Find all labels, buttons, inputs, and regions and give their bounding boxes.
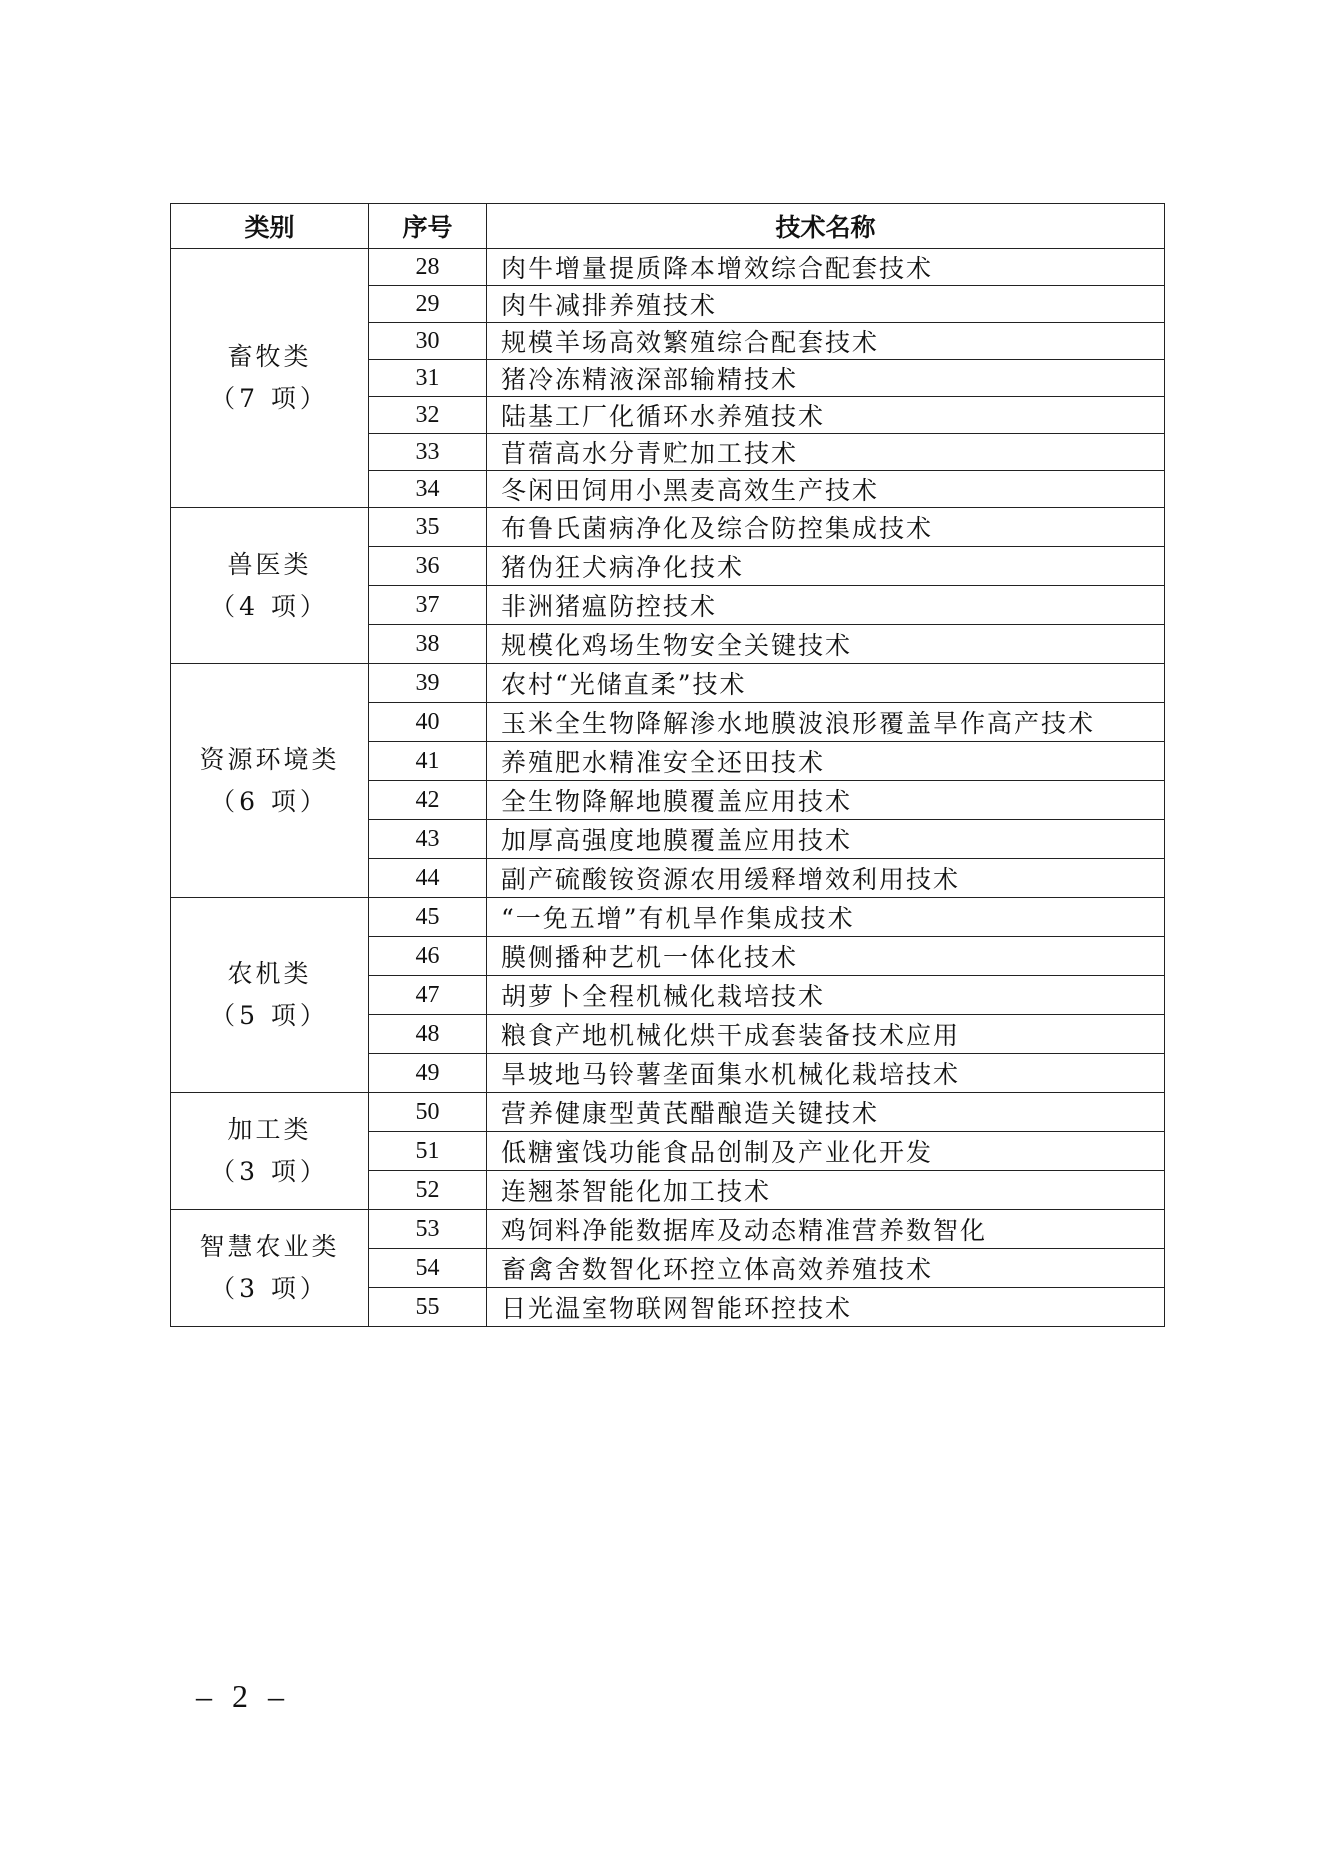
row-number: 50 xyxy=(369,1093,487,1132)
category-cell xyxy=(171,508,369,664)
row-number: 46 xyxy=(369,937,487,976)
table-row xyxy=(171,1093,1165,1132)
category-name: 畜牧类 xyxy=(227,342,312,371)
row-number: 35 xyxy=(369,508,487,547)
table-row xyxy=(171,508,1165,547)
row-number: 54 xyxy=(369,1249,487,1288)
technology-table xyxy=(170,203,1165,1327)
technology-name: 全生物降解地膜覆盖应用技术 xyxy=(487,781,1165,820)
row-number: 39 xyxy=(369,664,487,703)
row-number: 51 xyxy=(369,1132,487,1171)
row-number: 32 xyxy=(369,397,487,434)
row-number: 55 xyxy=(369,1288,487,1327)
category-name: 资源环境类 xyxy=(199,744,340,774)
row-number: 47 xyxy=(369,976,487,1015)
row-number: 34 xyxy=(369,471,487,508)
category-count: （7 项） xyxy=(210,384,329,413)
table-body xyxy=(171,249,1165,1327)
row-number: 29 xyxy=(369,286,487,323)
header-number: 序号 xyxy=(369,204,487,249)
row-number: 52 xyxy=(369,1171,487,1210)
technology-name: 副产硫酸铵资源农用缓释增效利用技术 xyxy=(487,859,1165,898)
row-number: 45 xyxy=(369,898,487,937)
technology-name: 苜蓿高水分青贮加工技术 xyxy=(487,434,1165,471)
row-number: 49 xyxy=(369,1054,487,1093)
row-number: 42 xyxy=(369,781,487,820)
category-cell xyxy=(171,664,369,898)
technology-name: 膜侧播种艺机一体化技术 xyxy=(487,937,1165,976)
technology-name: 肉牛增量提质降本增效综合配套技术 xyxy=(487,249,1165,286)
row-number: 37 xyxy=(369,586,487,625)
category-cell xyxy=(171,1210,369,1327)
category-name: 农机类 xyxy=(227,959,312,988)
category-count: （6 项） xyxy=(210,786,329,816)
row-number: 36 xyxy=(369,547,487,586)
technology-name: 冬闲田饲用小黑麦高效生产技术 xyxy=(487,471,1165,508)
technology-name: 胡萝卜全程机械化栽培技术 xyxy=(487,976,1165,1015)
technology-name: 鸡饲料净能数据库及动态精准营养数智化 xyxy=(487,1210,1165,1249)
row-number: 33 xyxy=(369,434,487,471)
technology-name: 规模羊场高效繁殖综合配套技术 xyxy=(487,323,1165,360)
technology-name: 玉米全生物降解渗水地膜波浪形覆盖旱作高产技术 xyxy=(487,703,1165,742)
technology-name: 猪伪狂犬病净化技术 xyxy=(487,547,1165,586)
technology-name: 旱坡地马铃薯垄面集水机械化栽培技术 xyxy=(487,1054,1165,1093)
category-count: （5 项） xyxy=(210,1001,329,1030)
technology-name: 陆基工厂化循环水养殖技术 xyxy=(487,397,1165,434)
row-number: 48 xyxy=(369,1015,487,1054)
technology-name: 猪冷冻精液深部输精技术 xyxy=(487,360,1165,397)
category-count: （4 项） xyxy=(210,591,329,621)
category-count: （3 项） xyxy=(210,1274,329,1303)
technology-name: 连翘茶智能化加工技术 xyxy=(487,1171,1165,1210)
row-number: 43 xyxy=(369,820,487,859)
header-name: 技术名称 xyxy=(487,204,1165,249)
technology-name: 肉牛减排养殖技术 xyxy=(487,286,1165,323)
technology-name: “一免五增”有机旱作集成技术 xyxy=(487,898,1165,937)
row-number: 28 xyxy=(369,249,487,286)
row-number: 44 xyxy=(369,859,487,898)
technology-name: 加厚高强度地膜覆盖应用技术 xyxy=(487,820,1165,859)
category-cell xyxy=(171,1093,369,1210)
category-cell xyxy=(171,898,369,1093)
row-number: 38 xyxy=(369,625,487,664)
table-header-row xyxy=(171,204,1165,249)
row-number: 31 xyxy=(369,360,487,397)
technology-name: 营养健康型黄芪醋酿造关键技术 xyxy=(487,1093,1165,1132)
row-number: 53 xyxy=(369,1210,487,1249)
technology-name: 农村“光储直柔”技术 xyxy=(487,664,1165,703)
header-category: 类别 xyxy=(171,204,369,249)
table-row xyxy=(171,249,1165,286)
technology-name: 规模化鸡场生物安全关键技术 xyxy=(487,625,1165,664)
category-name: 兽医类 xyxy=(227,549,312,579)
table-row xyxy=(171,1210,1165,1249)
technology-name: 粮食产地机械化烘干成套装备技术应用 xyxy=(487,1015,1165,1054)
category-name: 加工类 xyxy=(227,1115,312,1144)
row-number: 41 xyxy=(369,742,487,781)
technology-name: 日光温室物联网智能环控技术 xyxy=(487,1288,1165,1327)
technology-name: 非洲猪瘟防控技术 xyxy=(487,586,1165,625)
technology-name: 畜禽舍数智化环控立体高效养殖技术 xyxy=(487,1249,1165,1288)
table-row xyxy=(171,664,1165,703)
row-number: 40 xyxy=(369,703,487,742)
technology-name: 养殖肥水精准安全还田技术 xyxy=(487,742,1165,781)
category-count: （3 项） xyxy=(210,1157,329,1186)
category-name: 智慧农业类 xyxy=(199,1232,340,1261)
page-number: – 2 – xyxy=(196,1678,290,1714)
row-number: 30 xyxy=(369,323,487,360)
category-cell xyxy=(171,249,369,508)
technology-name: 布鲁氏菌病净化及综合防控集成技术 xyxy=(487,508,1165,547)
technology-name: 低糖蜜饯功能食品创制及产业化开发 xyxy=(487,1132,1165,1171)
table-row xyxy=(171,898,1165,937)
